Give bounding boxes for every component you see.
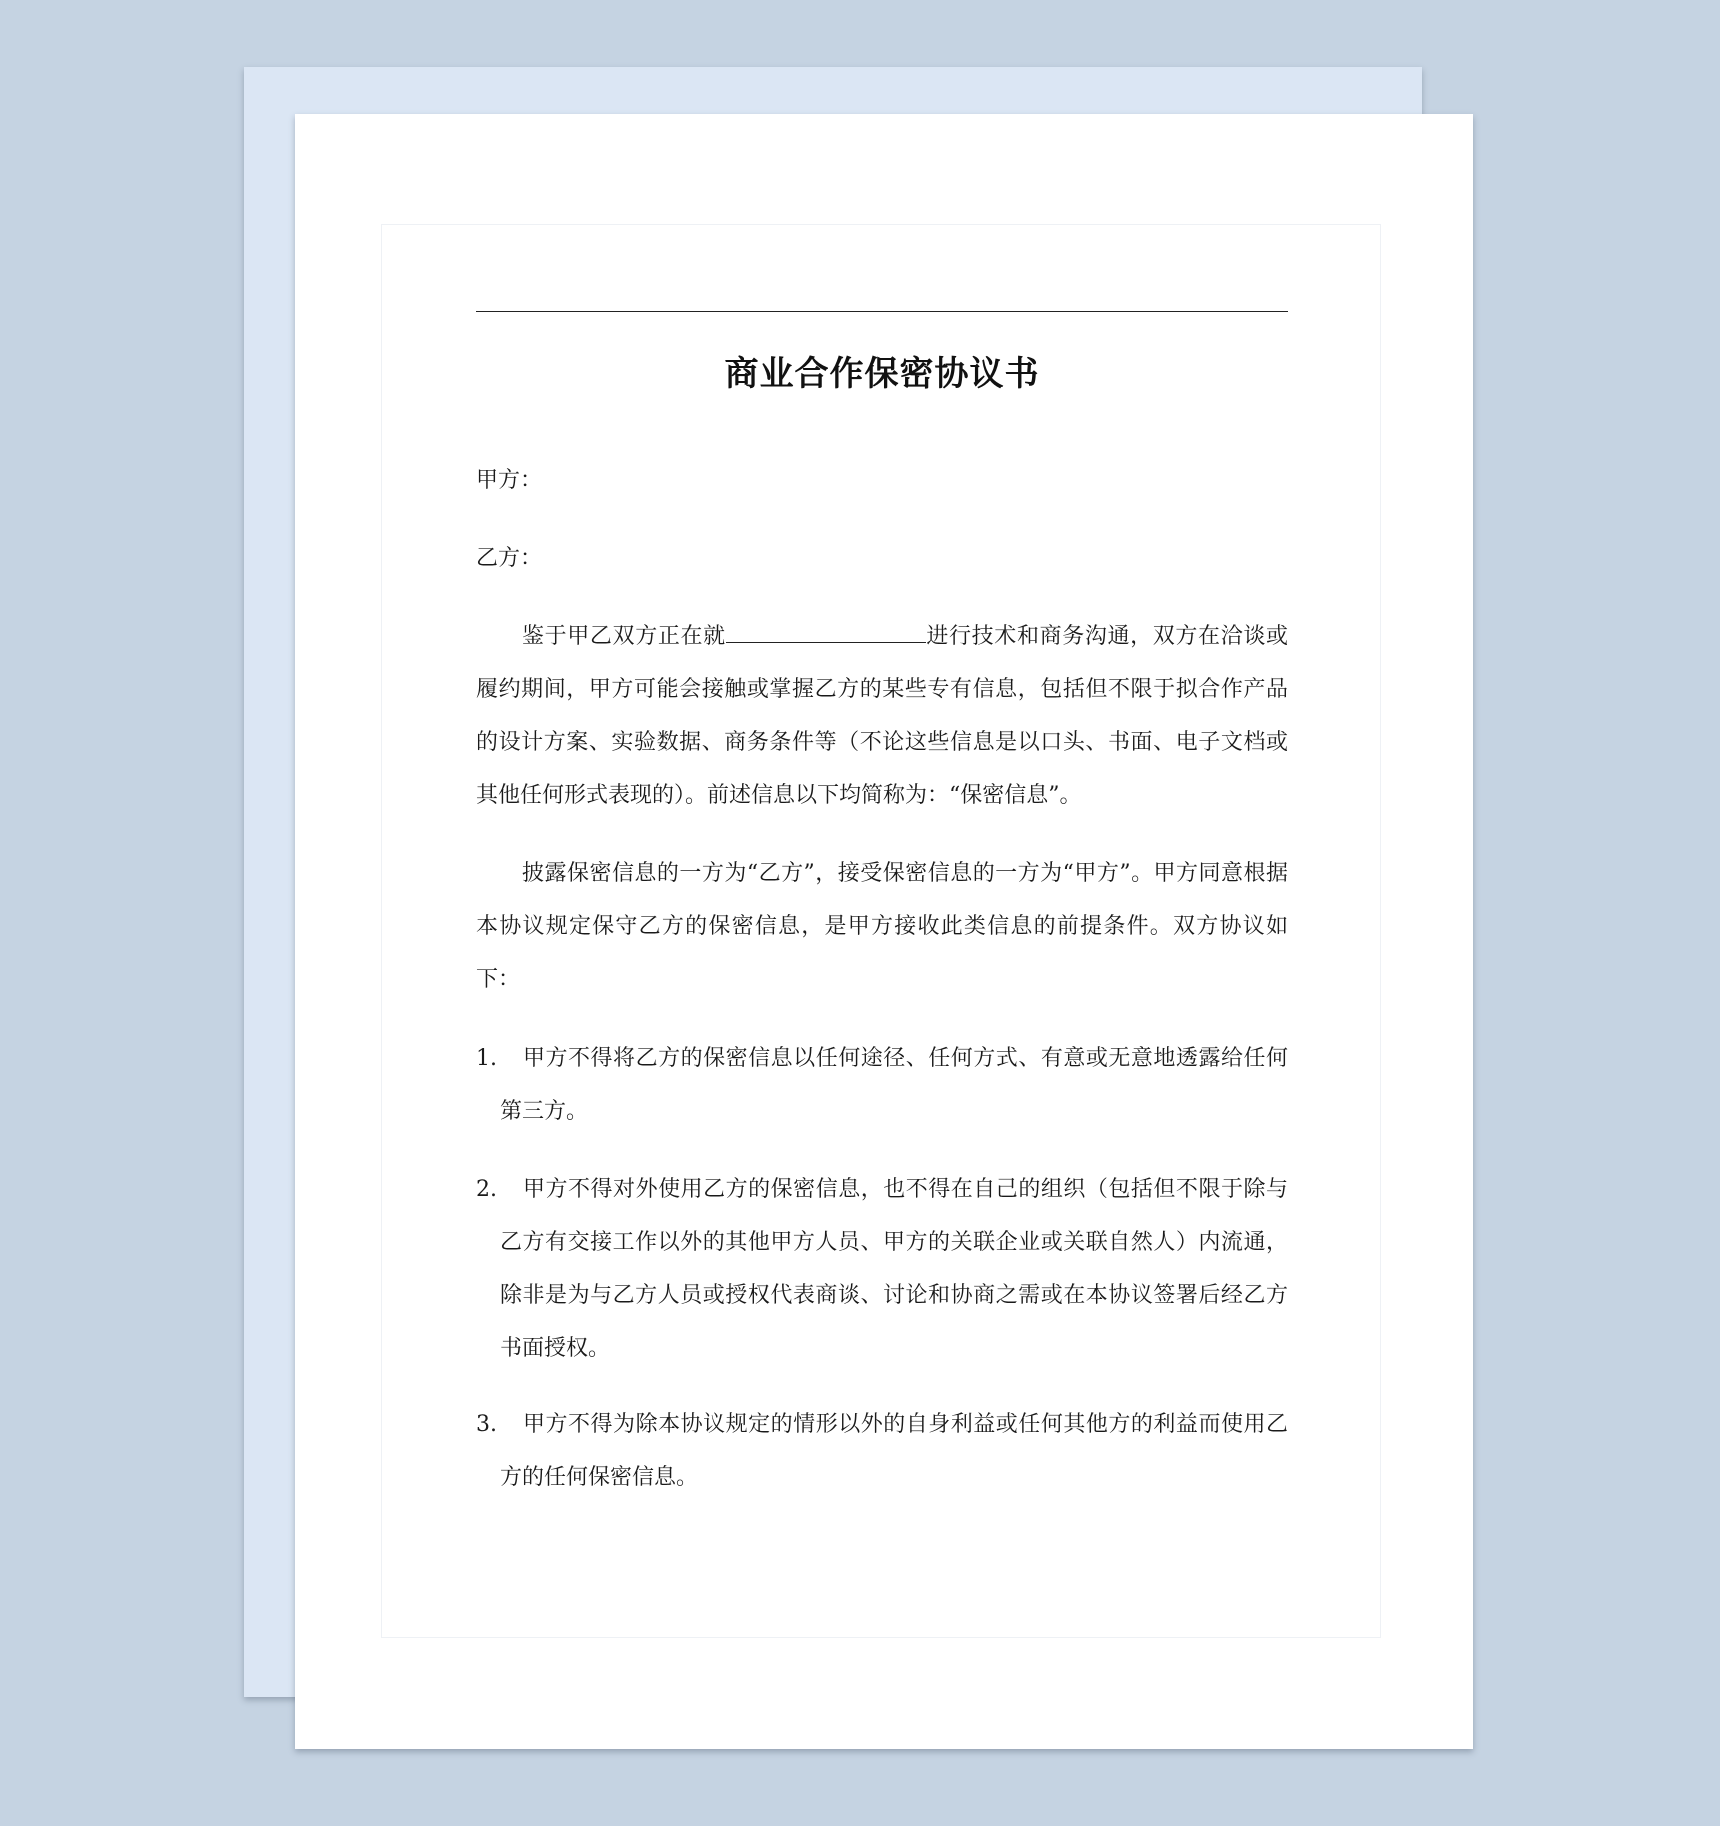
clause-number: 1. bbox=[476, 1046, 497, 1071]
clause-item bbox=[476, 1398, 1288, 1504]
definition-paragraph: 披露保密信息的一方为“乙方”，接受保密信息的一方为“甲方”。甲方同意根据本协议规定保守乙方的保密信息，是甲方接收此类信息的前提条件。双方协议如下： bbox=[476, 861, 1288, 992]
clause-number: 2. bbox=[476, 1177, 497, 1202]
clause-item bbox=[476, 1032, 1288, 1138]
clause-text: 甲方不得为除本协议规定的情形以外的自身利益或任何其他方的利益而使用乙方的任何保密信息。 bbox=[500, 1412, 1288, 1490]
clause-text: 甲方不得对外使用乙方的保密信息，也不得在自己的组织（包括但不限于除与乙方有交接工作以外的其他甲方人员、甲方的关联企业或关联自然人）内流通，除非是为与乙方人员或授权代表商谈、讨论和协商之需或在本协议签署后经乙方书面授权。 bbox=[500, 1177, 1288, 1361]
project-blank-field bbox=[726, 616, 926, 643]
header-rule bbox=[476, 311, 1288, 312]
intro-paragraph bbox=[476, 610, 1288, 822]
document-title: 商业合作保密协议书 bbox=[724, 354, 1040, 394]
party-a-label: 甲方： bbox=[476, 468, 543, 493]
clause-text: 甲方不得将乙方的保密信息以任何途径、任何方式、有意或无意地透露给任何第三方。 bbox=[500, 1046, 1288, 1124]
intro-text-start: 鉴于甲乙双方正在就 bbox=[522, 624, 726, 649]
document-page bbox=[295, 114, 1473, 1749]
clause-item bbox=[476, 1163, 1288, 1375]
intro-text-rest: 进行技术和商务沟通，双方在洽谈或履约期间，甲方可能会接触或掌握乙方的某些专有信息，包括但不限于拟合作产品的设计方案、实验数据、商务条件等（不论这些信息是以口头、书面、电子文档或其他任何形式表现的）。前述信息以下均简称为：“保密信息”。 bbox=[476, 624, 1288, 808]
clause-number: 3. bbox=[476, 1412, 497, 1437]
party-b-label: 乙方： bbox=[476, 546, 543, 571]
